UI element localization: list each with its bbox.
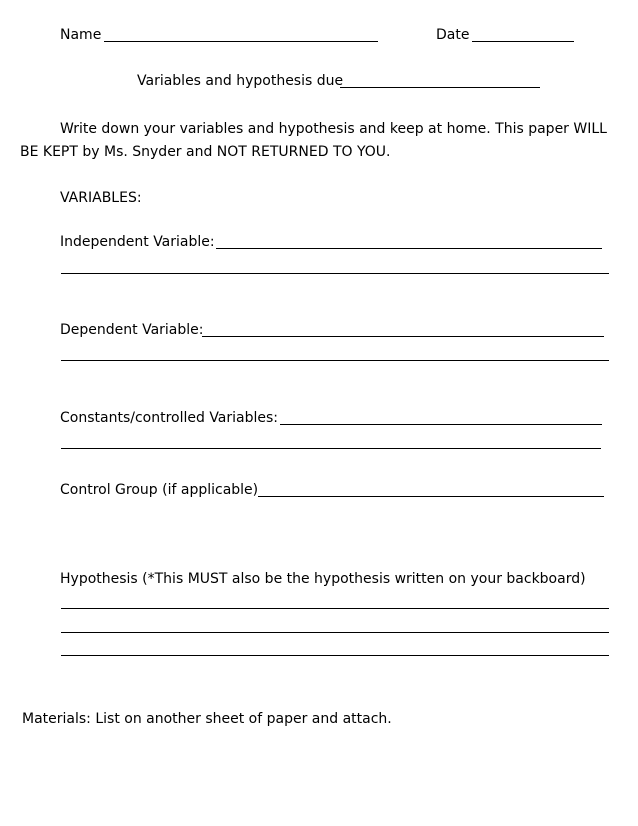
constants-blank[interactable] bbox=[280, 424, 602, 425]
dependent-variable-blank[interactable] bbox=[202, 336, 604, 337]
hypothesis-blank-1[interactable] bbox=[61, 608, 609, 609]
materials-note: Materials: List on another sheet of paper and attach. bbox=[22, 711, 392, 727]
date-blank[interactable] bbox=[472, 41, 574, 42]
variables-heading: VARIABLES: bbox=[60, 190, 142, 206]
control-group-blank[interactable] bbox=[258, 496, 604, 497]
constants-label: Constants/controlled Variables: bbox=[60, 410, 279, 426]
name-blank[interactable] bbox=[104, 41, 378, 42]
independent-variable-blank-2[interactable] bbox=[61, 273, 609, 274]
hypothesis-blank-2[interactable] bbox=[61, 632, 609, 633]
independent-variable-label: Independent Variable: bbox=[60, 234, 215, 250]
instructions-line-1: Write down your variables and hypothesis and keep at home. This paper WILL bbox=[60, 121, 607, 137]
hypothesis-label: Hypothesis (*This MUST also be the hypothesis written on your backboard) bbox=[60, 571, 586, 587]
date-label: Date bbox=[436, 27, 470, 43]
instructions-line-2: BE KEPT by Ms. Snyder and NOT RETURNED TO YOU. bbox=[20, 144, 391, 160]
control-group-label: Control Group (if applicable) bbox=[60, 482, 259, 498]
hypothesis-blank-3[interactable] bbox=[61, 655, 609, 656]
name-label: Name bbox=[60, 27, 102, 43]
due-blank[interactable] bbox=[340, 87, 540, 88]
due-label: Variables and hypothesis due bbox=[137, 73, 344, 89]
dependent-variable-blank-2[interactable] bbox=[61, 360, 609, 361]
constants-blank-2[interactable] bbox=[61, 448, 601, 449]
dependent-variable-label: Dependent Variable: bbox=[60, 322, 204, 338]
independent-variable-blank[interactable] bbox=[216, 248, 602, 249]
